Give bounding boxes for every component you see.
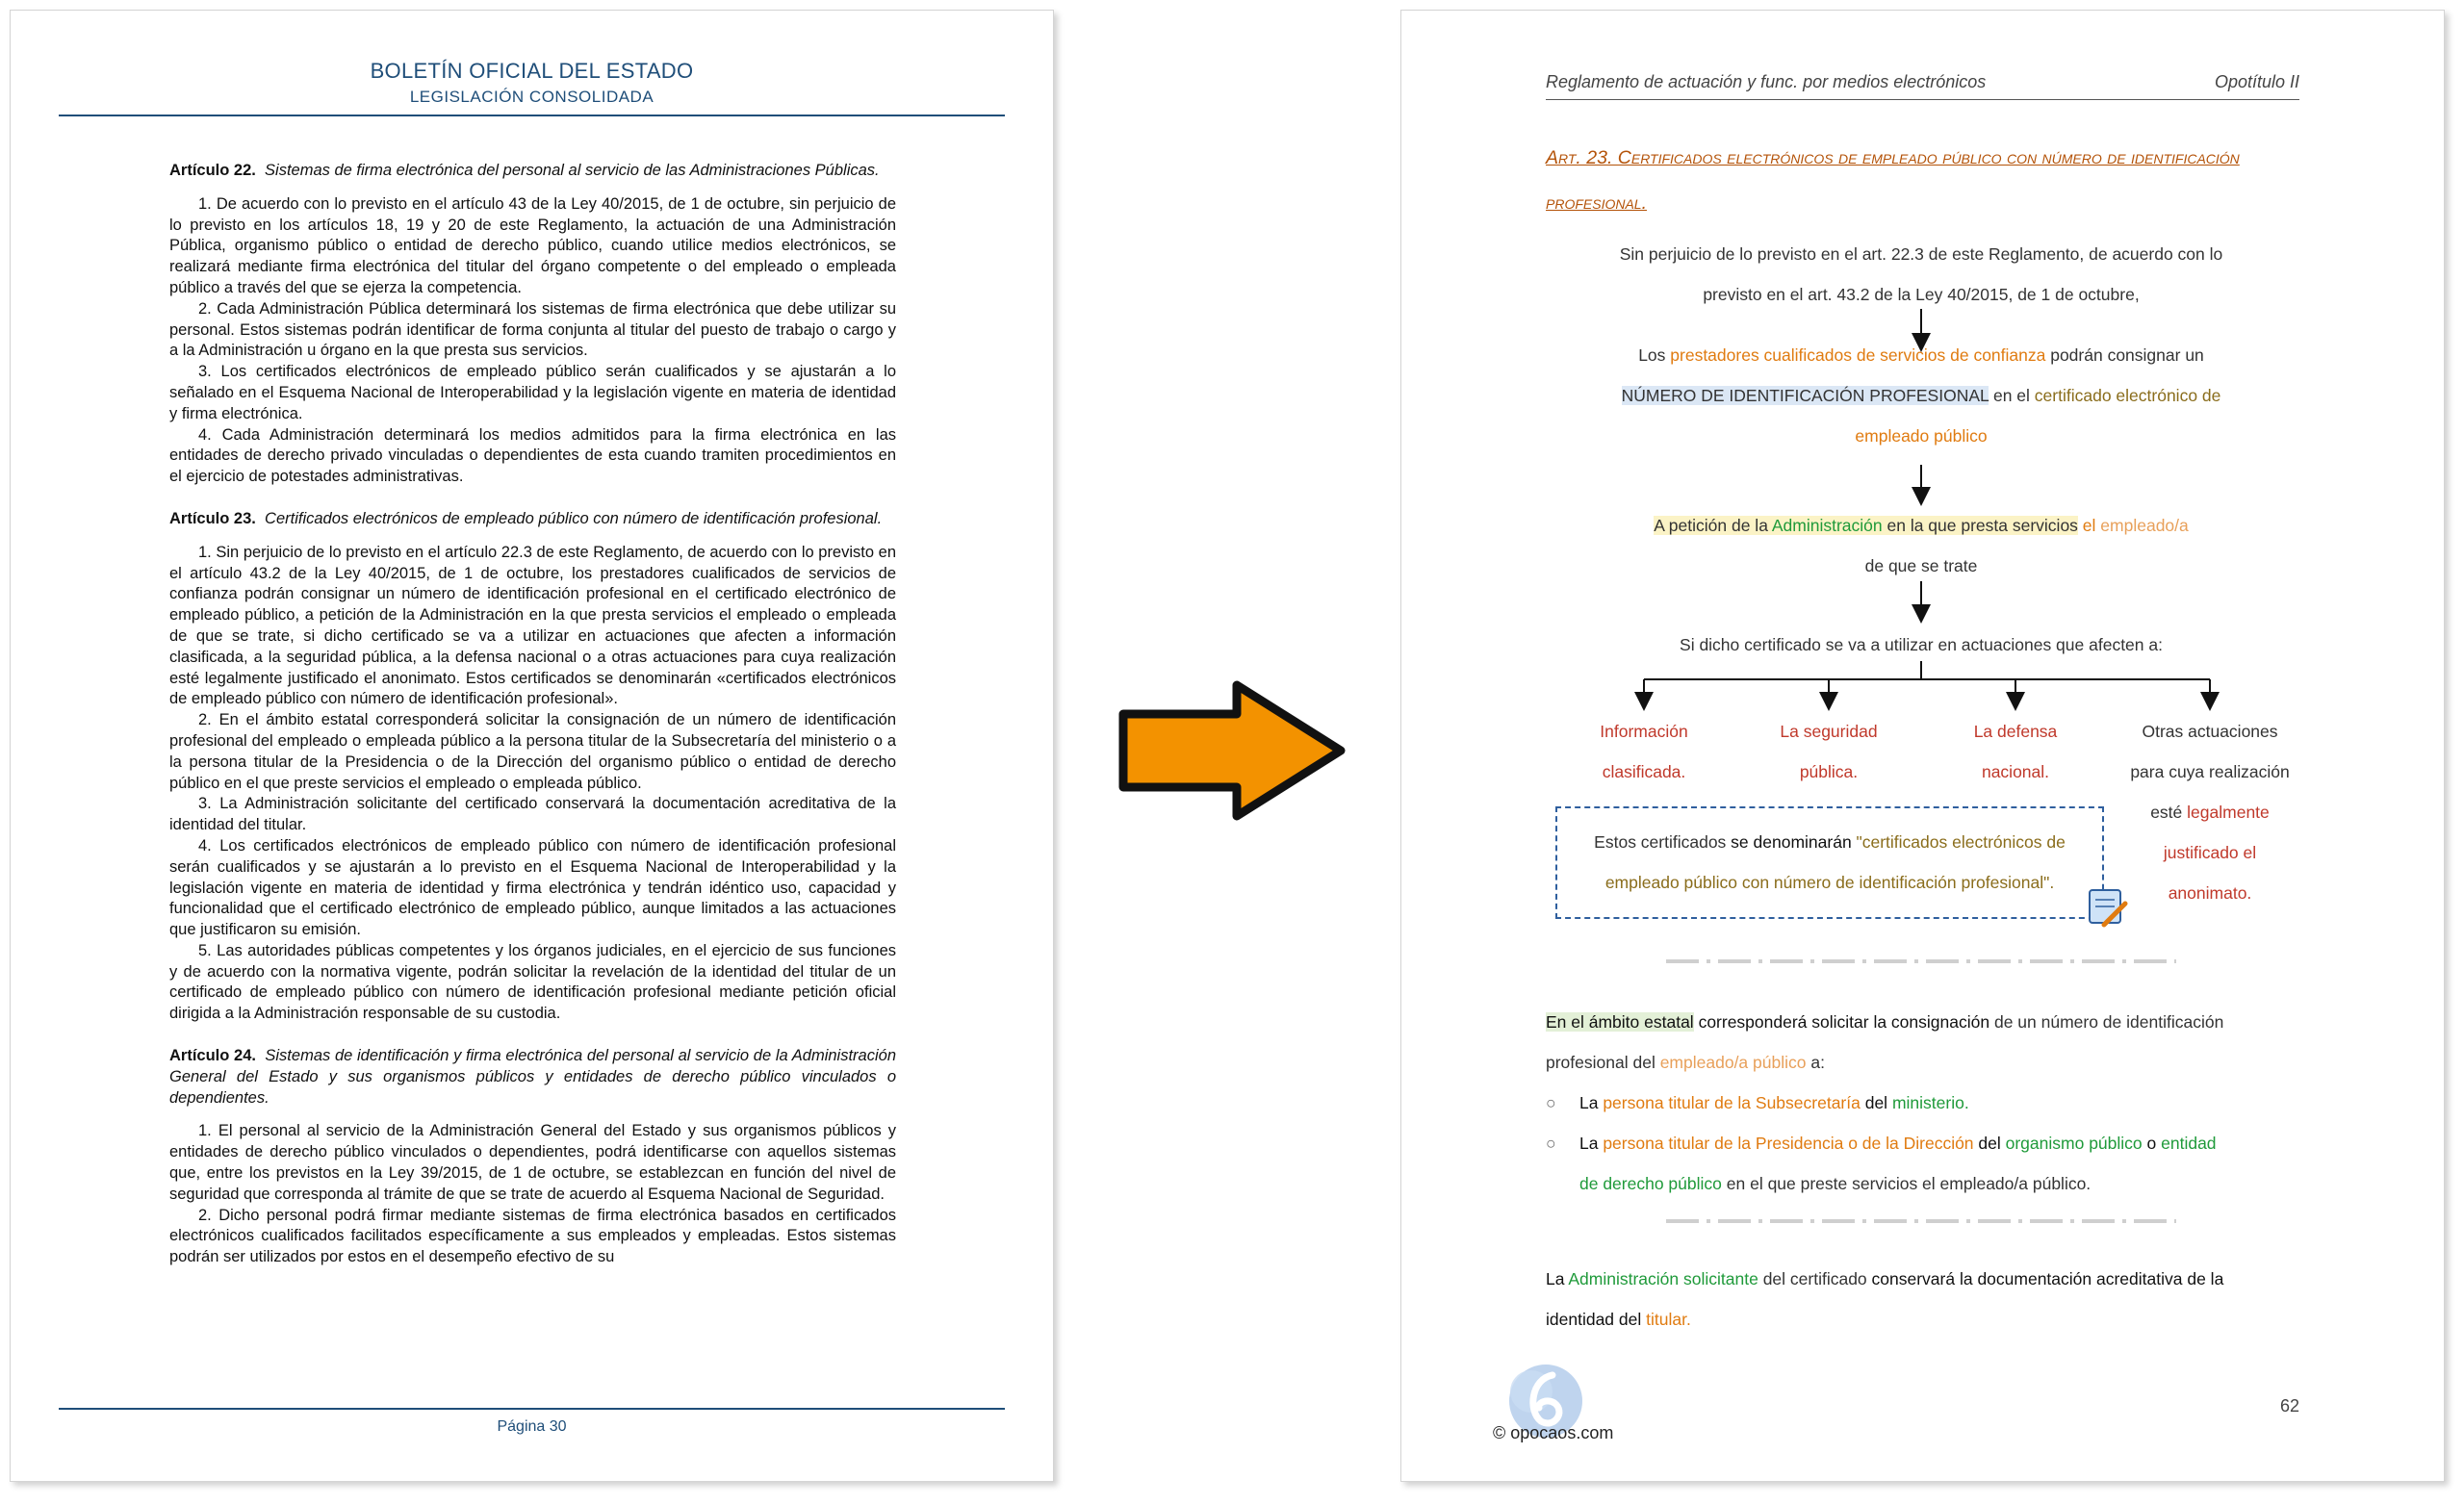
article-22-number: Artículo 22. bbox=[169, 162, 256, 179]
article-23-title: Certificados electrónicos de empleado público con número de identificación profesional. bbox=[265, 509, 883, 527]
boe-body bbox=[169, 161, 896, 1266]
para3-administracion: Administración solicitante bbox=[1568, 1269, 1758, 1288]
article-23-para-3: 3. La Administración solicitante del certificado conservará la documentación acreditativa de la identidad del titular. bbox=[169, 795, 896, 834]
branch-1-line-1: Información bbox=[1600, 722, 1688, 741]
article-22-para-2: 2. Cada Administración Pública determinará los sistemas de firma electrónica que debe utilizar su personal. Estos sistemas podrán identificar de forma conjunta al titular del puesto de trabajo o cargo y a la Administración u órgano en la que presta sus servicios. bbox=[169, 299, 896, 360]
article-23-number: Artículo 23. bbox=[169, 509, 256, 527]
note-text-c: "certificados electrónicos de bbox=[1851, 832, 2066, 852]
separator-2 bbox=[1666, 1219, 2176, 1223]
boe-header-rule bbox=[59, 115, 1005, 116]
branch-4-line-5: anonimato. bbox=[2168, 883, 2252, 903]
article-22-para-4: 4. Cada Administración determinará los medios admitidos para la firma electrónica en las entidades de derecho privado vinculadas o dependientes de esta cuando tramiten procedimientos en el ejercicio de potestades administrativas. bbox=[169, 425, 896, 486]
para2-text-c: de un número de identificación bbox=[1989, 1012, 2224, 1032]
bullet2-presidencia: persona titular de la Presidencia o de la Dirección bbox=[1603, 1134, 1974, 1153]
note-denominaran: se denominarán bbox=[1731, 832, 1852, 852]
article-24-para-2: 2. Dicho personal podrá firmar mediante sistemas de firma electrónica basados en certificados electrónicos cualificados facilitados específicamente a sus empleados y empleadas. Estos sistemas podrán ser utilizados por estos en el desempeño efectivo de su bbox=[169, 1206, 896, 1266]
branch-4-line-4: justificado el bbox=[2163, 843, 2257, 862]
article-24-heading bbox=[169, 1046, 896, 1109]
step1-empleado-publico: empleado público bbox=[1855, 426, 1988, 446]
bullet2-text-a: La bbox=[1579, 1134, 1604, 1153]
article-23-para-1: 1. Sin perjuicio de lo previsto en el artículo 22.3 de este Reglamento, de acuerdo con lo previsto en el artículo 43.2 de la Ley 40/2015, de 1 de octubre, los prestadores cualificados de servicios de confianza podrán consignar un número de identificación profesional en el certificado electrónico de empleado público, a petición de la Administración en la que presta servicios el empleado o empleada de que se trate, si dicho certificado se va a utilizar en actuaciones que afecten a información clasificada, a la seguridad pública, a la defensa nacional o a otras actuaciones para cuya realización esté legalmente justificado el anonimato. Estos certificados se denominarán «certificados electrónicos de empleado público con número de identificación profesional». bbox=[169, 543, 896, 708]
scheme-intro-line-2: previsto en el art. 43.2 de la Ley 40/2015, de 1 de octubre, bbox=[1703, 285, 2140, 304]
boe-page-footer: Página 30 bbox=[497, 1418, 567, 1435]
step1-numero-identificacion: NÚMERO DE IDENTIFICACIÓN PROFESIONAL bbox=[1621, 386, 1989, 405]
scheme-header-left: Reglamento de actuación y func. por medios electrónicos bbox=[1546, 72, 1987, 91]
para2-empleado: empleado/a público bbox=[1659, 1053, 1807, 1072]
article-22-para-3: 3. Los certificados electrónicos de empleado público serán cualificados y se ajustarán a lo señalado en el Esquema Nacional de Interoperabilidad y la legislación vigente en materia de identidad y firma electrónica. bbox=[169, 363, 896, 422]
branch-defensa-nacional bbox=[1938, 711, 2092, 792]
branch-seguridad-publica bbox=[1752, 711, 1906, 792]
scheme-header-right: Opotítulo II bbox=[2214, 72, 2299, 91]
branch-connector bbox=[1644, 661, 2210, 701]
scheme-intro-line-1: Sin perjuicio de lo previsto en el art. 22.3 de este Reglamento, de acuerdo con lo bbox=[1619, 244, 2223, 264]
bullet1-subsecretaria: persona titular de la Subsecretaría bbox=[1603, 1093, 1861, 1112]
scheme-step-2 bbox=[1546, 505, 2297, 586]
bullet2-entidad: entidad bbox=[2161, 1134, 2217, 1153]
boe-header bbox=[59, 59, 1005, 107]
branch-3-line-2: nacional. bbox=[1981, 762, 2050, 781]
step2-que-se-trate: de que se trate bbox=[1864, 556, 1978, 575]
step1-certificado: certificado electrónico de bbox=[2034, 386, 2221, 405]
para3-text-e: identidad del bbox=[1546, 1310, 1647, 1329]
page-number: 62 bbox=[2279, 1396, 2299, 1416]
bullet2-organismo: organismo público bbox=[2005, 1134, 2143, 1153]
article-22-title: Sistemas de firma electrónica del personal al servicio de las Administraciones Públicas. bbox=[265, 162, 880, 179]
branch-2-line-1: La seguridad bbox=[1780, 722, 1878, 741]
boe-header-title: BOLETÍN OFICIAL DEL ESTADO bbox=[370, 59, 694, 83]
article-22-para-1: 1. De acuerdo con lo previsto en el artículo 43 de la Ley 40/2015, de 1 de octubre, sin perjuicio de lo previsto en los artículos 18, 19 y 20 de este Reglamento, la actuación de una Administración Pública, organismo público o entidad de derecho público, cuando utilice medios electrónicos, se realizará mediante firma electrónica del titular del órgano competente o del empleado o empleada público a través del que se ejerza la competencia. bbox=[169, 194, 896, 296]
para3-titular: titular. bbox=[1646, 1310, 1691, 1329]
article-24-number: Artículo 24. bbox=[169, 1047, 256, 1065]
bullet1-text-c: del bbox=[1860, 1093, 1892, 1112]
step2-text-a: A petición de la bbox=[1654, 516, 1772, 535]
para2-text-f: a: bbox=[1806, 1053, 1825, 1072]
bullet2-text-e: o bbox=[2142, 1134, 2162, 1153]
bullet2-derecho-publico: de derecho público bbox=[1579, 1174, 1722, 1193]
list-item: ○ La persona titular de la Presidencia o de la Dirección del organismo público o entidad de derecho público en el que preste servicios el empleado/a público. bbox=[1546, 1134, 2217, 1193]
article-23-para-2: 2. En el ámbito estatal corresponderá solicitar la consignación de un número de identificación profesional del empleado o empleada público a la persona titular de la Subsecretaría del ministerio o a la persona titular de la Presidencia o de la Dirección del organismo público o entidad de derecho público en el que preste servicios el empleado o empleada público. bbox=[169, 711, 896, 792]
branch-2-line-2: pública. bbox=[1799, 762, 1859, 781]
logo-text: © opocaos.com bbox=[1493, 1423, 1614, 1442]
branch-4-line-2: para cuya realización bbox=[2130, 762, 2290, 781]
branch-4-line-3a: esté bbox=[2150, 803, 2188, 822]
scheme-para-administracion bbox=[1546, 1259, 2297, 1339]
note-text-d: empleado público con número de identificación profesional". bbox=[1604, 873, 2055, 892]
separator-1 bbox=[1666, 959, 2176, 963]
article-24-para-1: 1. El personal al servicio de la Administración General del Estado y sus organismos públicos y entidades de derecho público vinculados o dependientes, podrá identificarse con aquellos sistemas que, entre los previstos en la Ley 39/2015, de 1 de octubre, se establezcan en función del nivel de seguridad que corresponda al trámite de que se trate de acuerdo al Esquema Nacional de Seguridad. bbox=[169, 1122, 896, 1203]
bullet1-text-a: La bbox=[1579, 1093, 1604, 1112]
article-23-heading bbox=[169, 509, 896, 530]
step1-prestadores: prestadores cualificados de servicios de confianza bbox=[1670, 345, 2046, 365]
branch-4-line-1: Otras actuaciones bbox=[2142, 722, 2278, 741]
step1-text-c: podrán consignar un bbox=[2045, 345, 2204, 365]
right-arrow-icon bbox=[1112, 674, 1352, 828]
bullet1-ministerio: ministerio. bbox=[1891, 1093, 1969, 1112]
scheme-title: Art. 23. Certificados electrónicos de empleado público con número de identificación profesional. bbox=[1546, 147, 2240, 214]
para3-text-d: conservará la documentación acreditativa de la bbox=[1871, 1269, 2224, 1288]
notepad-pencil-icon bbox=[2087, 884, 2131, 929]
step2-text-c: en la que presta servicios bbox=[1882, 516, 2078, 535]
certificate-name-note bbox=[1555, 806, 2104, 919]
branch-otras-actuaciones bbox=[2114, 711, 2306, 913]
branch-4-legalmente: legalmente bbox=[2187, 803, 2270, 822]
step2-administracion: Administración bbox=[1771, 516, 1883, 535]
step1-text-e: en el bbox=[1989, 386, 2035, 405]
boe-header-subtitle: LEGISLACIÓN CONSOLIDADA bbox=[409, 88, 654, 106]
article-23-para-5: 5. Las autoridades públicas competentes y los órganos judiciales, en el ejercicio de sus funciones y de acuerdo con la normativa vigente, podrán solicitar la revelación de la identidad del titular de un certificado de empleado público con número de identificación profesional mediante petición oficial dirigida a la Administración responsable de su custodia. bbox=[169, 941, 896, 1023]
note-text-a: Estos certificados bbox=[1594, 832, 1732, 852]
para3-text-a: La bbox=[1546, 1269, 1569, 1288]
scheme-para-ambito-estatal bbox=[1546, 1002, 2297, 1083]
bullet2-text-c: del bbox=[1973, 1134, 2006, 1153]
para2-text-d: profesional del bbox=[1546, 1053, 1660, 1072]
para3-text-c: del certificado bbox=[1758, 1269, 1872, 1288]
boe-page bbox=[10, 10, 1054, 1482]
step2-text-d: el bbox=[2077, 516, 2101, 535]
branch-3-line-1: La defensa bbox=[1973, 722, 2058, 741]
para2-text-b: corresponderá solicitar la consignación bbox=[1693, 1012, 1990, 1032]
scheme-step-3: Si dicho certificado se va a utilizar en actuaciones que afecten a: bbox=[1680, 635, 2163, 654]
step1-text-a: Los bbox=[1638, 345, 1671, 365]
para2-ambito-estatal: En el ámbito estatal bbox=[1546, 1012, 1694, 1032]
branch-informacion-clasificada bbox=[1567, 711, 1721, 792]
scheme-step-1 bbox=[1546, 335, 2297, 456]
article-22-heading bbox=[169, 161, 896, 182]
article-24-title: Sistemas de identificación y firma electrónica del personal al servicio de la Administración General del Estado y sus organismos públicos y entidades de derecho público vinculados o dependientes. bbox=[169, 1047, 896, 1107]
bullet2-text-h: en el que preste servicios el empleado/a público. bbox=[1721, 1174, 2092, 1193]
branch-1-line-2: clasificada. bbox=[1602, 762, 1686, 781]
step2-empleado: empleado/a bbox=[2100, 516, 2189, 535]
list-item: ○ La persona titular de la Subsecretaría del ministerio. bbox=[1546, 1093, 1969, 1112]
article-23-para-4: 4. Los certificados electrónicos de empleado público con número de identificación profesional serán cualificados y se ajustarán a lo previsto en el Esquema Nacional de Interoperabilidad y la legislación vigente en materia de identidad y firma electrónica y tendrán idéntico uso, capacidad y funcionalidad que el certificado electrónico de empleado público, aunque limitados a las actuaciones que justificaron su emisión. bbox=[169, 836, 896, 939]
boe-footer-rule bbox=[59, 1408, 1005, 1410]
scheme-page bbox=[1400, 10, 2445, 1482]
